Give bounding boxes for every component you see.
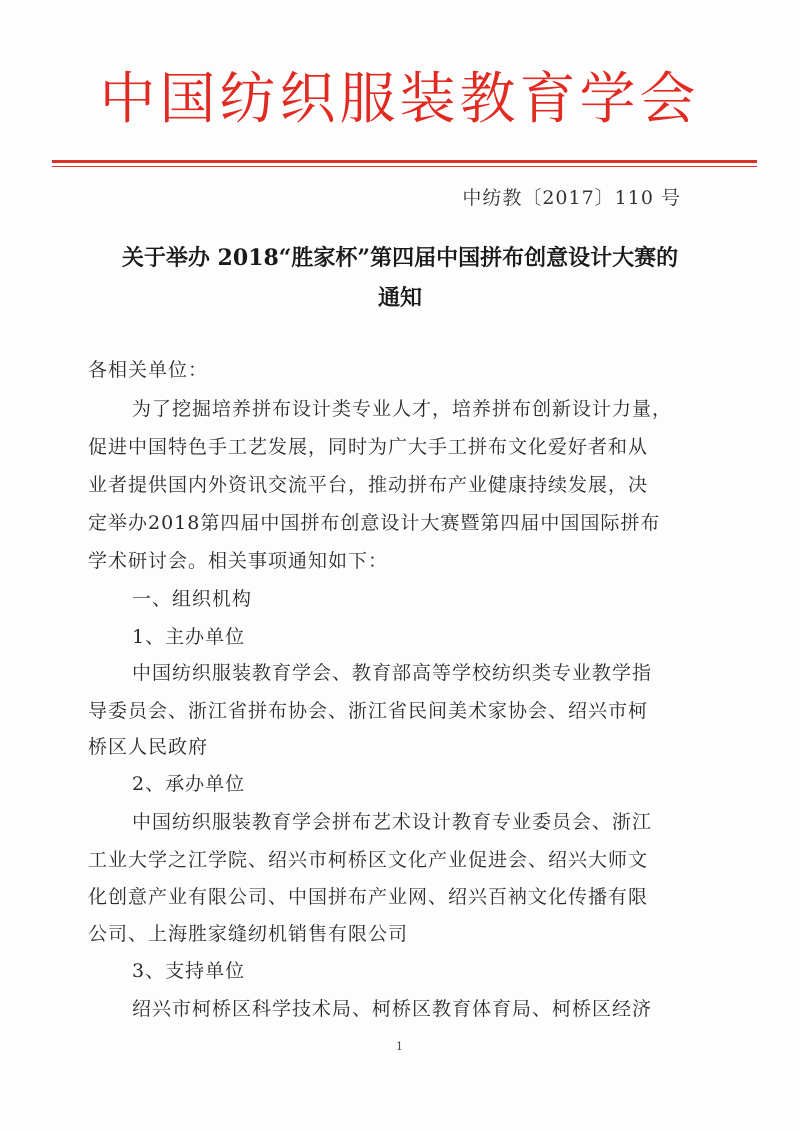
intro-line: 为了挖掘培养拼布设计类专业人才，培养拼布创新设计力量， bbox=[132, 398, 673, 420]
notice-title-line-1: 关于举办 2018“胜家杯”第四届中国拼布创意设计大赛的 bbox=[121, 245, 679, 271]
subsection-line: 导委员会、浙江省拼布协会、浙江省民间美术家协会、绍兴市柯 bbox=[88, 700, 649, 722]
subsection-line: 公司、上海胜家缝纫机销售有限公司 bbox=[88, 923, 409, 945]
intro-line: 学术研讨会。相关事项通知如下： bbox=[88, 550, 389, 572]
section-heading: 一、组织机构 bbox=[132, 588, 253, 610]
intro-line: 业者提供国内外资讯交流平台，推动拼布产业健康持续发展，决 bbox=[88, 474, 649, 496]
subsection-line: 工业大学之江学院、绍兴市柯桥区文化产业促进会、绍兴大师文 bbox=[88, 849, 649, 871]
subsection-line: 中国纺织服装教育学会拼布艺术设计教育专业委员会、浙江 bbox=[132, 811, 653, 833]
notice-title-line-2: 通知 bbox=[377, 285, 422, 311]
subsection-heading: 3、支持单位 bbox=[132, 960, 246, 982]
subsection-line: 中国纺织服装教育学会、教育部高等学校纺织类专业教学指 bbox=[132, 662, 653, 684]
header-red-rule-thin bbox=[52, 166, 757, 167]
subsection-heading: 1、主办单位 bbox=[132, 626, 246, 648]
subsection-line: 化创意产业有限公司、中国拼布产业网、绍兴百衲文化传播有限 bbox=[88, 886, 649, 908]
intro-line: 定举办2018第四届中国拼布创意设计大赛暨第四届中国国际拼布 bbox=[88, 512, 661, 534]
document-number: 中纺教〔2017〕110 号 bbox=[462, 187, 681, 209]
subsection-line: 绍兴市柯桥区科学技术局、柯桥区教育体育局、柯桥区经济 bbox=[132, 998, 653, 1020]
page-number: 1 bbox=[396, 1040, 403, 1053]
header-red-rule bbox=[52, 160, 757, 163]
subsection-heading: 2、承办单位 bbox=[132, 773, 246, 795]
org-name-header: 中国纺织服装教育学会 bbox=[99, 67, 700, 132]
intro-line: 促进中国特色手工艺发展，同时为广大手工拼布文化爱好者和从 bbox=[88, 436, 649, 458]
salutation: 各相关单位： bbox=[88, 359, 209, 381]
subsection-line: 桥区人民政府 bbox=[88, 736, 209, 758]
notice-title bbox=[80, 238, 720, 318]
